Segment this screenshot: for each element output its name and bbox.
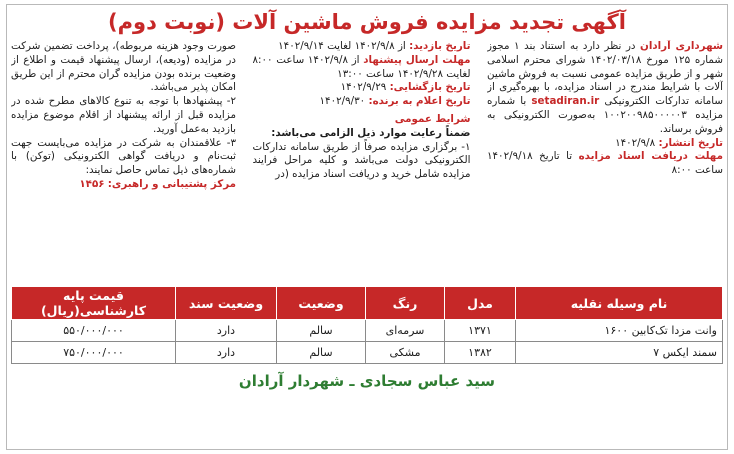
table-row — [12, 320, 723, 342]
submit-deadline-text: از ۱۴۰۲/۹/۸ ساعت ۸:۰۰ لغایت ۱۴۰۲/۹/۲۸ ساعت ۱۳:۰۰ — [252, 53, 471, 80]
mandatory-heading: ضمناً رعایت موارد ذیل الزامی می‌باشد: — [271, 126, 471, 139]
intro-text: در نظر دارد به استناد بند ۱ مجوز شماره ۱۲۵ مورخ ۱۴۰۲/۰۳/۱۸ شورای محترم اسلامی شهر و از طریق مزایده عمومی نسبت به فروش ماشین آلات با شرایط مندرج در اسناد مزایده، با بهره‌گیری از سامانه تدارکات الکترونیکی — [487, 40, 723, 108]
general-conditions-heading: شرایط عمومی — [394, 112, 471, 125]
cell-base-price: ۷۵۰/۰۰۰/۰۰۰ — [12, 342, 176, 364]
publish-date: ۱۴۰۲/۹/۸ — [615, 136, 656, 149]
notice-columns — [11, 40, 723, 282]
middle-column — [253, 40, 471, 282]
cell-condition: سالم — [277, 342, 366, 364]
cell-document-status: دارد — [176, 342, 277, 364]
header-model: مدل — [445, 287, 516, 320]
header-color: رنگ — [366, 287, 445, 320]
documents-deadline-label: مهلت دریافت اسناد مزایده — [578, 150, 723, 163]
cell-model: ۱۳۸۲ — [445, 342, 516, 364]
cell-base-price: ۵۵۰/۰۰۰/۰۰۰ — [12, 320, 176, 342]
cell-color: مشکی — [366, 342, 445, 364]
support-center-label: مرکز پشتیبانی و راهبری: — [107, 177, 236, 190]
cell-color: سرمه‌ای — [366, 320, 445, 342]
visit-date-text: از ۱۴۰۲/۹/۸ لغایت ۱۴۰۲/۹/۱۴ — [278, 40, 406, 52]
intro-end-text: با شماره مزایده ۱۰۰۲۰۰۹۸۵۰۰۰۰۰۳ به‌صورت الکترونیکی به فروش برساند. — [487, 95, 723, 135]
cell-model: ۱۳۷۱ — [445, 320, 516, 342]
notice-title: آگهی تجدید مزایده فروش ماشین آلات (نوبت دوم) — [108, 10, 626, 34]
cell-document-status: دارد — [176, 320, 277, 342]
header-vehicle-name: نام وسیله نقلیه — [516, 287, 723, 320]
cell-vehicle-name: وانت مزدا تک‌کابین ۱۶۰۰ — [516, 320, 723, 342]
header-base-price: قیمت پایه کارشناسی(ریال) — [12, 287, 176, 320]
table-row — [12, 342, 723, 364]
cell-vehicle-name: سمند ایکس ۷ — [516, 342, 723, 364]
condition-item-2: ۲- پیشنهادها با توجه به تنوع کالاهای مطرح شده در مزایده قبل از ارائه پیشنهاد از اقلام موضوع مزایده بازدید به‌عمل آورید. — [11, 95, 236, 135]
left-column — [11, 40, 236, 282]
mayor-signature: سید عباس سجادی ـ شهردار آرادان — [238, 372, 496, 390]
support-center-number: ۱۴۵۶ — [79, 177, 105, 190]
notice-frame — [6, 4, 728, 450]
winner-announce-date: ۱۴۰۲/۹/۳۰ — [319, 95, 366, 108]
condition-item-1: ۱- برگزاری مزایده صرفاً از طریق سامانه تدارکات الکترونیکی دولت می‌باشد و کلیه مراحل فرایند مزایده شامل خرید و دریافت اسناد مزایده (در — [252, 140, 471, 181]
right-column — [487, 40, 723, 282]
winner-announce-label: تاریخ اعلام به برنده: — [368, 95, 471, 108]
header-document-status: وضعیت سند — [176, 287, 277, 320]
table-header-row — [12, 287, 723, 320]
website-link[interactable]: setadiran.ir — [531, 95, 600, 108]
condition-item-3: ۳- علاقمندان به شرکت در مزایده می‌بایست جهت ثبت‌نام و دریافت گواهی الکترونیکی (توکن) با شماره‌های ذیل تماس حاصل نمایند: — [11, 136, 236, 177]
organization-name: شهرداری آرادان — [640, 40, 723, 52]
vehicle-table — [11, 286, 723, 364]
documents-deadline-text: تا تاریخ ۱۴۰۲/۹/۱۸ ساعت ۸:۰۰ — [487, 150, 723, 177]
vehicle-table-wrapper — [11, 286, 723, 364]
publish-date-label: تاریخ انتشار: — [658, 136, 723, 149]
opening-date-label: تاریخ بازگشایی: — [389, 81, 471, 94]
visit-date-label: تاریخ بازدید: — [409, 40, 471, 52]
submit-deadline-label: مهلت ارسال پیشنهاد — [363, 53, 471, 66]
opening-date: ۱۴۰۲/۹/۲۹ — [340, 81, 387, 94]
header-condition: وضعیت — [277, 287, 366, 320]
cell-condition: سالم — [277, 320, 366, 342]
condition-item-1-continued: صورت وجود هزینه مربوطه)، پرداخت تضمین شرکت در مزایده (ودیعه)، ارسال پیشنهاد قیمت و اطلاع از وضعیت برنده بودن مزایده گران محترم از این طریق امکان پذیر می‌باشد. — [11, 40, 236, 94]
